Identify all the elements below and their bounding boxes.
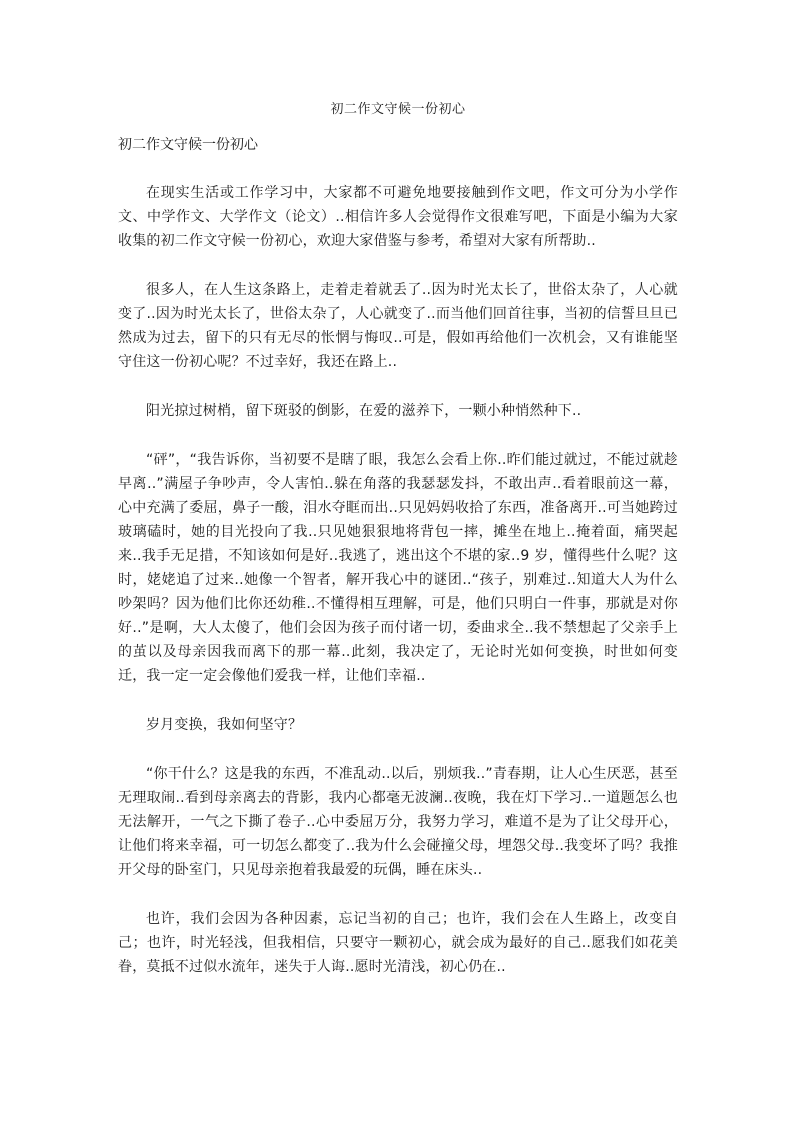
document-subtitle: 初二作文守候一份初心 xyxy=(118,137,258,153)
paragraph-6: “你干什么？这是我的东西，不准乱动..以后，别烦我..”青春期，让人心生厌恶，甚至无理取闹..看到母亲离去的背影，我内心都毫无波澜..夜晚，我在灯下学习..一道题怎么也无法解开，一气之下撕了卷子..心中委屈万分，我努力学习，难道不是为了让父母开心，让他们将来幸福，可一切怎么都变了..我为什么会碰撞父母，埋怨父母..我变坏了吗？我推开父母的卧室门，只见母亲抱着我最爱的玩偶，睡在床头.. xyxy=(118,766,678,878)
document-title: 初二作文守候一份初心 xyxy=(330,102,466,117)
paragraph-4: “砰”，“我告诉你，当初要不是瞎了眼，我怎么会看上你..昨们能过就过，不能过就趁早离..”满屋子争吵声，令人害怕..躲在角落的我瑟瑟发抖，不敢出声..看着眼前这一幕，心中充满了委屈，鼻子一酸，泪水夺眶而出..只见妈妈收拾了东西，准备离开..可当她跨过玻璃磕时，她的目光投向了我..只见她狠狠地将背包一摔，摊坐在地上..掩着面，痛哭起来..我手无足措，不知该如何是好..我逃了，逃出这个不堪的家..9 岁，懂得些什么呢？这时，姥姥追了过来..她像一个智者，解开我心中的谜团..“孩子，别难过..知道大人为什么吵架吗？因为他们比你还幼稚..不懂得相互理解，可是，他们只明白一件事，那就是对你好..”是啊，大人太傻了，他们会因为孩子而付诸一切，委曲求全..我不禁想起了父亲手上的茧以及母亲因我而离下的那一幕..此刻，我决定了，无论时光如何变换，时世如何变迁，我一定一定会像他们爱我一样，让他们幸福.. xyxy=(118,452,678,684)
document-body xyxy=(118,181,678,1004)
paragraph-5: 岁月变换，我如何坚守？ xyxy=(146,717,303,733)
paragraph-conclusion: 也许，我们会因为各种因素，忘记当初的自己；也许，我们会在人生路上，改变自己；也许，时光轻浅，但我相信，只要守一颗初心，就会成为最好的自己..愿我们如花美眷，莫抵不过似水流年，迷失于人诲..愿时光清浅，初心仍在.. xyxy=(118,911,678,975)
paragraph-3: 阳光掠过树梢，留下斑驳的倒影，在爱的滋养下，一颗小种悄然种下.. xyxy=(146,403,582,419)
paragraph-intro: 在现实生活或工作学习中，大家都不可避免地要接触到作文吧，作文可分为小学作文、中学作文、大学作文（论文）..相信许多人会觉得作文很难写吧，下面是小编为大家收集的初二作文守候一份初心，欢迎大家借鉴与参考，希望对大家有所帮助.. xyxy=(118,185,678,249)
paragraph-2: 很多人，在人生这条路上，走着走着就丢了..因为时光太长了，世俗太杂了，人心就变了..因为时光太长了，世俗太杂了，人心就变了..而当他们回首往事，当初的信誓旦旦已然成为过去，留下的只有无尽的怅惘与悔叹..可是，假如再给他们一次机会，又有谁能坚守住这一份初心呢？不过幸好，我还在路上.. xyxy=(118,282,678,370)
